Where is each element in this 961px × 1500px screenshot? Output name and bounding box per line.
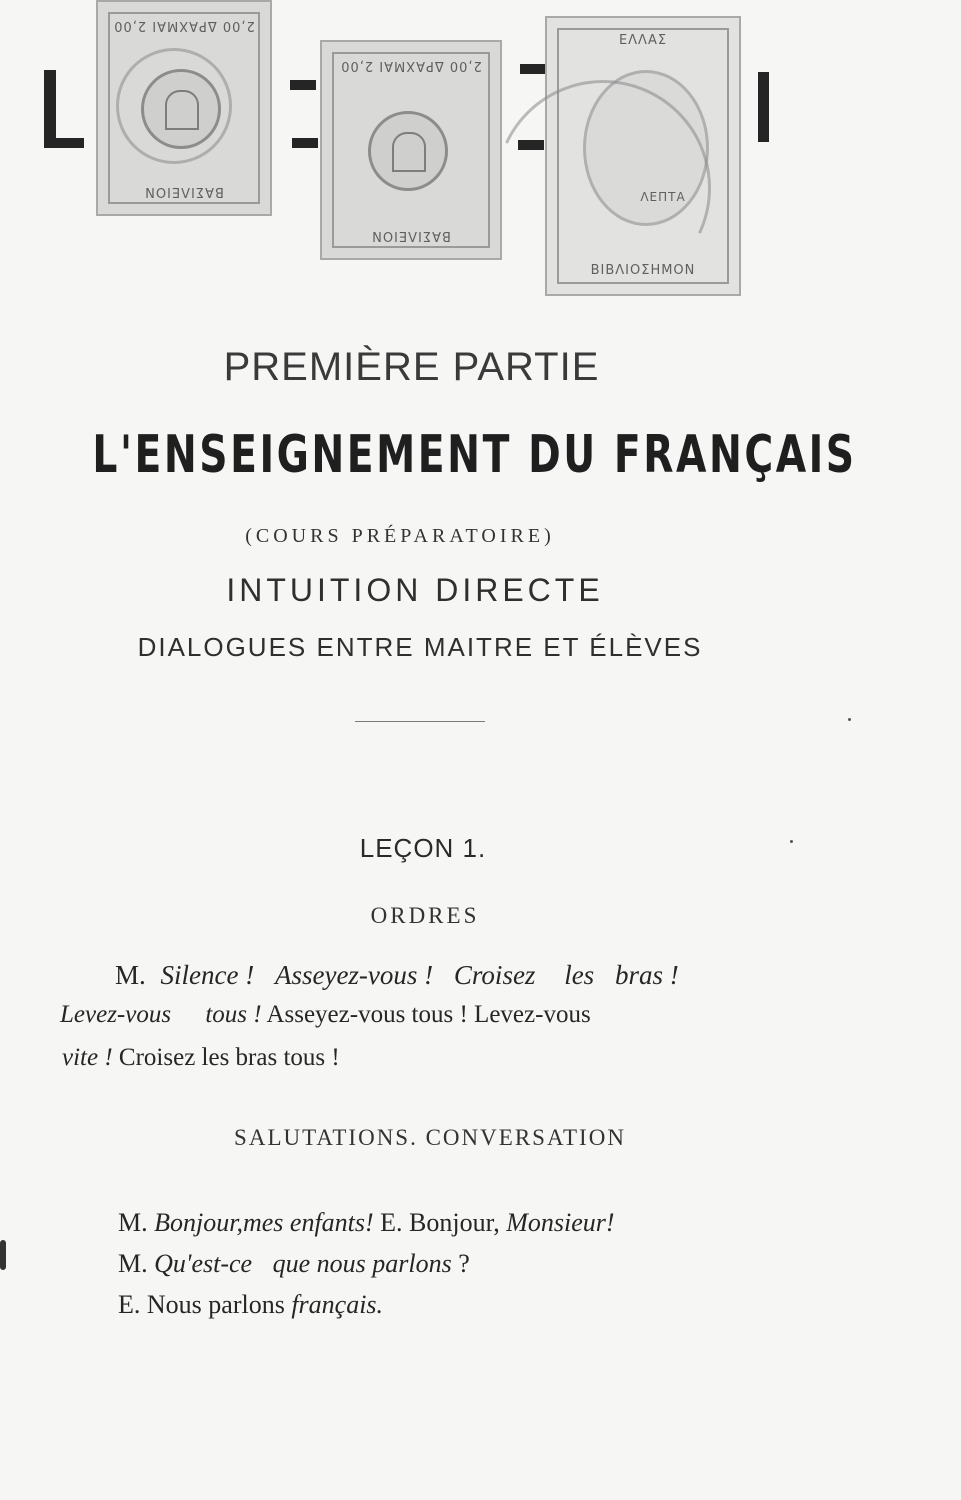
stamp-1-bottom-text: 2,00 ΔΡΑΧΜΑΙ 2,00 [113,18,255,33]
cancel-bar-2 [290,80,316,90]
stamp-1-top-text: ΒΑΣΙΛΕΙΟΝ [144,184,224,199]
cancel-bar-4 [520,64,546,74]
cancel-bar-left-foot [44,138,84,148]
postmark-circle [116,48,232,164]
speaker-label: M. [118,1208,148,1237]
plain-text: Nous parlons [146,1290,285,1319]
ordres-line [62,1044,340,1072]
plain-text: Croisez les bras tous ! [118,1044,340,1071]
section-heading: INTUITION DIRECTE [226,572,604,608]
revenue-stamp-2 [320,40,502,260]
dialog-line [118,1290,383,1320]
italic-text: vite ! [62,1044,113,1071]
plain-text: Asseyez-vous tous ! Levez-vous [266,1001,591,1028]
stamp-3-top-text: ΕΛΛΑΣ [618,33,668,48]
cancel-bar-right [758,72,769,142]
speaker-label: M. [115,960,146,990]
section-subheading: DIALOGUES ENTRE MAITRE ET ÉLÈVES [137,632,703,662]
dialog-line [118,1249,470,1279]
italic-text: que nous parlons [272,1249,452,1278]
subtitle: (COURS PRÉPARATOIRE) [245,525,555,547]
italic-text: Monsieur! [506,1208,615,1237]
dialog-line [118,1208,615,1238]
stamp-2-top-text: ΒΑΣΙΛΕΙΟΝ [371,228,451,243]
crown-crest-icon [392,132,426,172]
cancel-bar-left [44,70,56,148]
italic-text: tous ! [205,1001,262,1028]
plain-text: ? [458,1249,470,1278]
italic-text: Silence ! [160,960,255,990]
page-title: L'ENSEIGNEMENT DU FRANÇAIS [92,425,857,485]
paper-speck [0,1240,6,1270]
italic-text: français. [291,1290,384,1319]
lesson-title: LEÇON 1. [359,833,487,863]
paper-speck [790,840,793,843]
stamp-3-value-text: ΛΕΠΤΑ [640,190,686,204]
part-title: PREMIÈRE PARTIE [223,345,600,389]
section-title-salutations: SALUTATIONS. CONVERSATION [234,1125,626,1150]
speaker-label: M. [118,1249,148,1278]
italic-text: Bonjour,mes enfants! [154,1208,374,1237]
italic-text: Asseyez-vous ! [274,960,434,990]
plain-text: E. Bonjour, [380,1208,500,1237]
ordres-line [60,1001,591,1029]
speaker-label: E. [118,1290,141,1319]
italic-text: Qu'est-ce [154,1249,253,1278]
stamp-2-bottom-text: 2,00 ΔΡΑΧΜΑΙ 2,00 [340,58,482,73]
italic-text: Croisez [453,960,536,990]
paper-speck [848,718,851,721]
ordres-line [115,960,679,991]
italic-text: Levez-vous [60,1001,172,1028]
cancel-bar-3 [292,138,318,148]
italic-text: les [564,960,595,990]
italic-text: bras ! [614,960,679,990]
divider-rule [355,721,485,722]
section-title-ordres: ORDRES [370,903,480,928]
stamp-3-bottom-text: ΒΙΒΛΙΟΣΗΜΟΝ [590,263,696,278]
